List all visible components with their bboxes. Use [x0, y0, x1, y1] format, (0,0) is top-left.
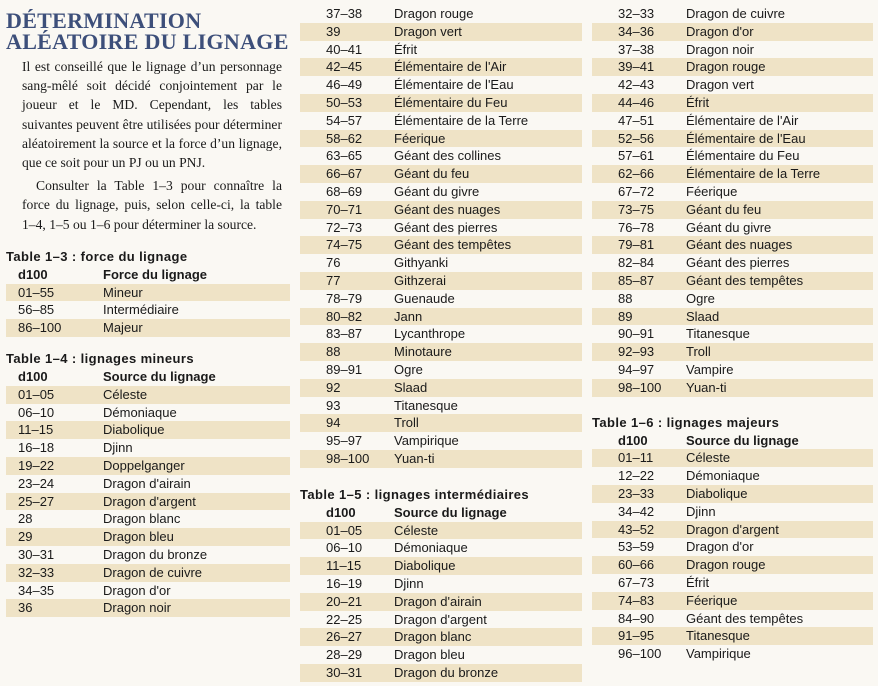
- roll-range: 79–81: [618, 237, 655, 253]
- table-row: [300, 183, 582, 201]
- table-value: Élémentaire de l'Eau: [686, 130, 806, 146]
- table-row: [592, 219, 873, 237]
- roll-range: 73–75: [618, 201, 655, 217]
- table-header-row: [6, 266, 290, 284]
- table-value: Djinn: [686, 503, 716, 519]
- table-row: [592, 41, 873, 59]
- table-value: Céleste: [103, 386, 148, 402]
- table-value: Dragon de cuivre: [103, 564, 202, 580]
- table-row: [300, 5, 582, 23]
- roll-range: 76–78: [618, 219, 655, 235]
- table-header-row: [592, 432, 873, 450]
- table-value: Source du lignage: [394, 504, 507, 520]
- roll-range: 88: [618, 290, 633, 306]
- table-row: [300, 361, 582, 379]
- table-row: [6, 475, 290, 493]
- roll-range: 43–52: [618, 521, 655, 537]
- table-row: [592, 183, 873, 201]
- roll-range: 60–66: [618, 557, 655, 573]
- roll-range: 95–97: [326, 433, 363, 449]
- table-value: Dragon de cuivre: [686, 6, 785, 21]
- roll-range: 78–79: [326, 290, 363, 306]
- table-value: Troll: [686, 344, 711, 360]
- roll-range: 30–31: [326, 664, 363, 680]
- table-value: Titanesque: [686, 326, 750, 342]
- table-row: [6, 284, 290, 302]
- table-value: Githzerai: [394, 272, 447, 288]
- table-row: [300, 112, 582, 130]
- roll-range: 62–66: [618, 166, 655, 182]
- table-value: Dragon d'argent: [394, 611, 487, 627]
- table-value: Ogre: [686, 290, 715, 306]
- table-value: Céleste: [686, 450, 731, 466]
- roll-range: 32–33: [618, 6, 655, 21]
- roll-range: 66–67: [326, 166, 363, 182]
- table-value: Dragon noir: [686, 41, 754, 57]
- table-value: Vampirique: [686, 646, 751, 662]
- table-value: Géant des nuages: [394, 201, 501, 217]
- table-row: [300, 343, 582, 361]
- roll-range: 23–33: [618, 485, 655, 501]
- table-row: [300, 325, 582, 343]
- table-value: Élémentaire de la Terre: [686, 166, 821, 182]
- roll-range: 16–18: [18, 440, 55, 456]
- table-1-3: [6, 266, 290, 337]
- table-value: Éfrit: [394, 41, 418, 57]
- roll-range: 19–22: [18, 458, 55, 473]
- table-value: Démoniaque: [394, 540, 468, 556]
- table-value: Élémentaire de la Terre: [394, 112, 529, 128]
- table-row: [592, 379, 873, 397]
- table-row: [592, 23, 873, 41]
- table-row: [300, 414, 582, 432]
- table-row: [300, 236, 582, 254]
- table-row: [592, 5, 873, 23]
- table-value: Djinn: [103, 440, 133, 456]
- table-value: Diabolique: [394, 558, 456, 574]
- roll-range: 30–31: [18, 546, 55, 562]
- intro-paragraph-2: Consulter la Table 1–3 pour connaître la force du lignage, puis, selon celle-ci, la table 1–4, 1–5 ou 1–6 pour déterminer la source.: [22, 178, 282, 232]
- table-row: [300, 646, 582, 664]
- roll-range: 42–45: [326, 59, 363, 75]
- table-value: Féerique: [686, 183, 738, 199]
- table-row: [592, 361, 873, 379]
- roll-range: d100: [326, 504, 356, 520]
- roll-range: 77: [326, 272, 341, 288]
- table-row: [300, 664, 582, 682]
- intro-paragraph-1: Il est conseillé que le lignage d’un personnage sang-mêlé soit décidé conjointement par le joueur et le MD. Cependant, les tables suivantes peuvent être utilisées pour déterminer aléatoirement la source et la force d’un lignage, que ce soit pour un PJ ou un PNJ.: [22, 59, 282, 171]
- table-row: [592, 58, 873, 76]
- table-row: [592, 201, 873, 219]
- roll-range: 57–61: [618, 148, 655, 164]
- roll-range: 80–82: [326, 308, 363, 324]
- table-row: [6, 457, 290, 475]
- roll-range: d100: [18, 266, 48, 282]
- roll-range: 25–27: [18, 493, 55, 509]
- table-value: Géant des tempêtes: [686, 610, 804, 626]
- roll-range: 74–83: [618, 592, 655, 608]
- roll-range: 72–73: [326, 219, 363, 235]
- table-value: Mineur: [103, 284, 143, 300]
- table-value: Yuan-ti: [394, 450, 435, 466]
- roll-range: 11–15: [18, 422, 54, 438]
- roll-range: 92–93: [618, 344, 655, 360]
- roll-range: 68–69: [326, 183, 363, 199]
- table-row: [6, 510, 290, 528]
- section-title-line-1: DÉTERMINATION: [6, 8, 202, 33]
- table-value: Doppelganger: [103, 458, 185, 473]
- roll-range: 11–15: [326, 558, 362, 574]
- roll-range: 34–36: [618, 23, 655, 39]
- table-value: Dragon d'or: [686, 539, 754, 555]
- table-value: Vampirique: [394, 433, 459, 449]
- table-row: [300, 76, 582, 94]
- table-value: Élémentaire de l'Air: [394, 59, 507, 75]
- table-row: [300, 219, 582, 237]
- roll-range: 34–42: [618, 503, 655, 519]
- table-value: Élémentaire de l'Air: [686, 112, 799, 128]
- table-1-5-part-1: [300, 504, 582, 682]
- table-value: Titanesque: [394, 397, 458, 413]
- table-value: Dragon vert: [394, 23, 462, 39]
- table-value: Minotaure: [394, 344, 452, 360]
- table-value: Géant du givre: [686, 219, 772, 235]
- roll-range: 50–53: [326, 94, 363, 110]
- table-value: Dragon bleu: [394, 647, 465, 663]
- table-row: [6, 564, 290, 582]
- table-row: [592, 272, 873, 290]
- table-value: Dragon rouge: [686, 557, 766, 573]
- roll-range: d100: [18, 369, 48, 385]
- table-value: Force du lignage: [103, 266, 208, 282]
- roll-range: 01–11: [618, 450, 654, 466]
- table-row: [592, 130, 873, 148]
- table-row: [592, 627, 873, 645]
- table-value: Géant des pierres: [686, 255, 790, 271]
- roll-range: 37–38: [618, 41, 655, 57]
- table-value: Élémentaire du Feu: [394, 94, 508, 110]
- roll-range: 93: [326, 397, 341, 413]
- table-row: [300, 557, 582, 575]
- roll-range: 83–87: [326, 326, 363, 342]
- roll-range: 26–27: [326, 629, 363, 645]
- table-row: [300, 130, 582, 148]
- roll-range: 54–57: [326, 112, 363, 128]
- table-1-6: [592, 432, 873, 663]
- table-value: Slaad: [686, 308, 720, 324]
- table-row: [6, 386, 290, 404]
- table-row: [300, 379, 582, 397]
- table-row: [300, 397, 582, 415]
- table-value: Diabolique: [686, 485, 748, 501]
- table-value: Troll: [394, 415, 419, 431]
- table-value: Djinn: [394, 575, 424, 591]
- roll-range: 52–56: [618, 130, 655, 146]
- roll-range: 63–65: [326, 148, 363, 164]
- roll-range: 47–51: [618, 112, 655, 128]
- table-row: [300, 290, 582, 308]
- table-row: [592, 94, 873, 112]
- table-1-6-title: Table 1–6 : lignages majeurs: [592, 414, 780, 430]
- table-row: [300, 575, 582, 593]
- table-header-row: [6, 368, 290, 386]
- table-value: Démoniaque: [103, 404, 177, 420]
- roll-range: 84–90: [618, 610, 655, 626]
- section-title: [6, 10, 290, 52]
- roll-range: 39: [326, 23, 341, 39]
- table-value: Intermédiaire: [103, 302, 179, 318]
- table-value: Dragon d'argent: [103, 493, 196, 509]
- table-row: [592, 236, 873, 254]
- table-value: Source du lignage: [686, 432, 799, 448]
- roll-range: 37–38: [326, 6, 363, 21]
- table-row: [592, 308, 873, 326]
- table-value: Jann: [394, 308, 423, 324]
- table-row: [592, 147, 873, 165]
- table-row: [300, 308, 582, 326]
- table-value: Yuan-ti: [686, 379, 727, 395]
- table-row: [6, 439, 290, 457]
- roll-range: 46–49: [326, 77, 363, 93]
- table-value: Dragon vert: [686, 77, 754, 93]
- roll-range: 32–33: [18, 564, 55, 580]
- table-value: Dragon bleu: [103, 529, 174, 545]
- table-value: Dragon blanc: [103, 511, 181, 527]
- table-value: Dragon d'airain: [394, 593, 482, 609]
- roll-range: 96–100: [618, 646, 662, 662]
- roll-range: 01–05: [18, 386, 55, 402]
- roll-range: 88: [326, 344, 341, 360]
- table-row: [6, 319, 290, 337]
- roll-range: 98–100: [618, 379, 662, 395]
- table-value: Dragon d'or: [103, 582, 171, 598]
- table-1-4-part-2: [300, 5, 582, 468]
- table-row: [300, 41, 582, 59]
- table-value: Dragon du bronze: [394, 664, 499, 680]
- roll-range: 94–97: [618, 361, 655, 377]
- section-title-line-2: ALÉATOIRE DU LIGNAGE: [6, 29, 289, 54]
- roll-range: 82–84: [618, 255, 655, 271]
- table-1-5-title: Table 1–5 : lignages intermédiaires: [300, 486, 530, 502]
- table-value: Géant des tempêtes: [686, 272, 804, 288]
- roll-range: 53–59: [618, 539, 655, 555]
- table-row: [300, 432, 582, 450]
- table-row: [592, 343, 873, 361]
- roll-range: 42–43: [618, 77, 655, 93]
- column-1: [6, 0, 290, 617]
- table-row: [6, 301, 290, 319]
- roll-range: 70–71: [326, 201, 363, 217]
- roll-range: 40–41: [326, 41, 363, 57]
- table-value: Éfrit: [686, 94, 710, 110]
- table-row: [6, 546, 290, 564]
- roll-range: 01–05: [326, 522, 363, 538]
- table-value: Géant des tempêtes: [394, 237, 512, 253]
- table-1-4-title: Table 1–4 : lignages mineurs: [6, 351, 194, 367]
- table-value: Géant des nuages: [686, 237, 793, 253]
- table-row: [592, 325, 873, 343]
- table-row: [592, 112, 873, 130]
- roll-range: 58–62: [326, 130, 363, 146]
- roll-range: 01–55: [18, 284, 55, 300]
- table-value: Vampire: [686, 361, 734, 377]
- table-value: Dragon d'argent: [686, 521, 779, 537]
- table-value: Lycanthrope: [394, 326, 466, 342]
- roll-range: 20–21: [326, 593, 363, 609]
- table-row: [592, 538, 873, 556]
- table-row: [300, 147, 582, 165]
- roll-range: 06–10: [18, 404, 55, 420]
- table-row: [300, 450, 582, 468]
- table-row: [592, 467, 873, 485]
- table-row: [6, 599, 290, 617]
- table-value: Éfrit: [686, 574, 710, 590]
- table-1-4-part-1: [6, 368, 290, 617]
- roll-range: 76: [326, 255, 341, 271]
- roll-range: 34–35: [18, 582, 55, 598]
- table-row: [592, 290, 873, 308]
- table-row: [300, 272, 582, 290]
- roll-range: 16–19: [326, 575, 363, 591]
- table-row: [592, 521, 873, 539]
- table-value: Slaad: [394, 379, 428, 395]
- table-value: Géant du feu: [686, 201, 762, 217]
- table-value: Diabolique: [103, 422, 165, 438]
- table-row: [592, 254, 873, 272]
- table-value: Titanesque: [686, 628, 750, 644]
- table-value: Géant des pierres: [394, 219, 498, 235]
- table-value: Dragon blanc: [394, 629, 472, 645]
- roll-range: 67–73: [618, 574, 655, 590]
- table-value: Majeur: [103, 320, 143, 336]
- table-row: [300, 94, 582, 112]
- roll-range: 23–24: [18, 475, 55, 491]
- table-value: Ogre: [394, 361, 423, 377]
- table-value: Géant du feu: [394, 166, 470, 182]
- table-row: [592, 556, 873, 574]
- table-value: Féerique: [394, 130, 446, 146]
- roll-range: 28: [18, 511, 33, 527]
- roll-range: 44–46: [618, 94, 655, 110]
- table-row: [300, 539, 582, 557]
- roll-range: 94: [326, 415, 341, 431]
- table-row: [300, 58, 582, 76]
- roll-range: 12–22: [618, 468, 655, 484]
- table-row: [592, 503, 873, 521]
- table-row: [6, 528, 290, 546]
- table-value: Démoniaque: [686, 468, 760, 484]
- table-row: [592, 76, 873, 94]
- table-row: [592, 574, 873, 592]
- roll-range: 29: [18, 529, 33, 545]
- table-value: Dragon du bronze: [103, 546, 208, 562]
- table-value: Githyanki: [394, 255, 449, 271]
- roll-range: 89–91: [326, 361, 363, 377]
- table-row: [6, 404, 290, 422]
- table-value: Dragon rouge: [686, 59, 766, 75]
- table-value: Dragon noir: [103, 600, 171, 616]
- roll-range: 90–91: [618, 326, 655, 342]
- table-row: [592, 592, 873, 610]
- table-value: Élémentaire de l'Eau: [394, 77, 514, 93]
- table-value: Céleste: [394, 522, 439, 538]
- roll-range: 39–41: [618, 59, 655, 75]
- table-row: [300, 201, 582, 219]
- roll-range: 22–25: [326, 611, 363, 627]
- table-row: [592, 165, 873, 183]
- table-row: [300, 611, 582, 629]
- column-2: [300, 5, 582, 682]
- table-value: Dragon d'airain: [103, 475, 191, 491]
- table-row: [300, 254, 582, 272]
- roll-range: 92: [326, 379, 341, 395]
- table-value: Géant du givre: [394, 183, 480, 199]
- roll-range: 85–87: [618, 272, 655, 288]
- table-row: [592, 485, 873, 503]
- table-1-5-part-2: [592, 5, 873, 397]
- roll-range: 28–29: [326, 647, 363, 663]
- table-row: [6, 421, 290, 439]
- roll-range: 91–95: [618, 628, 655, 644]
- table-value: Guenaude: [394, 290, 455, 306]
- roll-range: 89: [618, 308, 633, 324]
- roll-range: 86–100: [18, 320, 62, 336]
- table-row: [300, 628, 582, 646]
- roll-range: 98–100: [326, 450, 370, 466]
- table-row: [300, 23, 582, 41]
- table-header-row: [300, 504, 582, 522]
- table-row: [300, 522, 582, 540]
- roll-range: 06–10: [326, 540, 363, 556]
- roll-range: 67–72: [618, 183, 655, 199]
- table-1-3-title: Table 1–3 : force du lignage: [6, 248, 188, 264]
- table-row: [300, 593, 582, 611]
- table-value: Féerique: [686, 592, 738, 608]
- table-value: Dragon d'or: [686, 23, 754, 39]
- roll-range: 74–75: [326, 237, 363, 253]
- roll-range: 36: [18, 600, 33, 616]
- table-row: [300, 165, 582, 183]
- table-row: [592, 610, 873, 628]
- table-value: Source du lignage: [103, 369, 216, 385]
- roll-range: 56–85: [18, 302, 55, 318]
- table-row: [592, 645, 873, 663]
- table-value: Dragon rouge: [394, 6, 474, 21]
- table-row: [6, 493, 290, 511]
- table-value: Élémentaire du Feu: [686, 148, 800, 164]
- column-3: [592, 5, 873, 663]
- table-value: Géant des collines: [394, 148, 501, 164]
- table-row: [592, 449, 873, 467]
- table-row: [6, 582, 290, 600]
- roll-range: d100: [618, 432, 648, 448]
